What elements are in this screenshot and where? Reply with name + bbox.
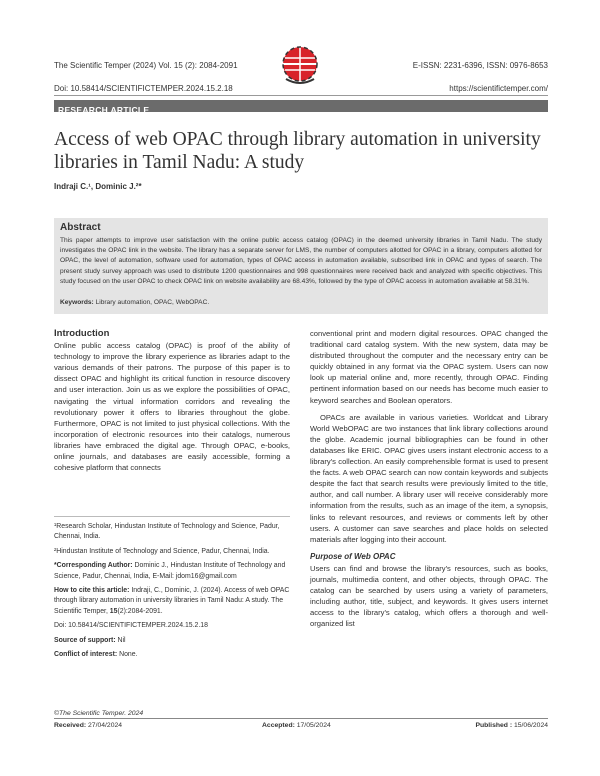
footnote-1: ¹Research Scholar, Hindustan Institute of Technology and Science, Padur, Chennai, India. bbox=[54, 523, 280, 541]
support-text: Nil bbox=[115, 636, 126, 644]
right-paragraph-1: conventional print and modern digital resources. OPAC changed the traditional card catalog system. With the new system, data may be distributed throughout the computer and the necessary entry can be quickly obtained in any format via the OPAC system. Users can now look up material online and, more recently, through OPAC. Finding pertinent information based on our needs has become much easier to keyword searches and Boolean operators. bbox=[310, 329, 548, 405]
section-label: RESEARCH ARTICLE bbox=[58, 105, 150, 115]
corresponding-label: *Corresponding Author: bbox=[54, 562, 133, 570]
journal-header-right bbox=[413, 60, 548, 95]
citation-tail: (2):2084-2091. bbox=[117, 607, 163, 615]
corresponding-text: Dominic J., Hindustan Institute of Technology and Science, Padur, Chennai, India, E-Mail: jdom16@gmail.com bbox=[54, 562, 286, 580]
published-label: Published : bbox=[475, 722, 513, 729]
section-band bbox=[54, 100, 548, 115]
footnotes bbox=[54, 522, 290, 664]
abstract-heading: Abstract bbox=[60, 222, 101, 233]
footnote-divider bbox=[54, 516, 290, 517]
accepted-label: Accepted: bbox=[262, 722, 295, 729]
doi-line: Doi: 10.58414/SCIENTIFICTEMPER.2024.15.2.18 bbox=[54, 84, 233, 93]
citation-text: Indraji, C., Dominic, J. (2024). Access of web OPAC through library automation in university libraries in Tamil Nadu: A study. The Scientific Temper, bbox=[54, 587, 290, 615]
citation-volume: 15 bbox=[109, 607, 118, 615]
introduction-heading: Introduction bbox=[54, 328, 110, 339]
conflict-label: Conflict of interest: bbox=[54, 651, 118, 659]
authors: Indraji C.¹, Dominic J.²* bbox=[54, 182, 142, 191]
article-title: Access of web OPAC through library automation in university libraries in Tamil Nadu: A study bbox=[54, 129, 541, 173]
right-paragraph-3: Users can find and browse the library's resources, such as books, journals, multimedia content, and other objects, through OPAC. The catalog can be searched by users using a variety of parameters, including author, title, subject, and keywords. It gives users internet access to the library's catalog, which offers a thorough and well-organized list bbox=[310, 563, 548, 629]
keywords-text: Library automation, OPAC, WebOPAC. bbox=[95, 299, 210, 306]
conflict-text: None. bbox=[117, 651, 138, 659]
left-column bbox=[54, 328, 290, 479]
header-divider bbox=[54, 95, 548, 96]
accepted-value: 17/05/2024 bbox=[294, 722, 331, 729]
published-value: 15/06/2024 bbox=[512, 722, 548, 729]
right-paragraph-2: OPACs are available in various varieties. Worldcat and Library World WebOPAC are two instances that link library collections around the globe. Academic journal bibliographies can be found in other databases like ERIC. OPAC gives users instant electronic access to a library's collection. An easily comprehensible format is used to present the facts. A web OPAC search can now contain keywords and subjects despite the fact that search results were previously limited to the title, author, and call number. A library user will receive considerably more information from the results, such as an image of the item, a synopsis, links to relevant resources, and reviews or comments left by other users. A customer can save searches and place holds on selected materials after logging into their account. bbox=[310, 412, 548, 544]
copyright: ©The Scientific Temper. 2024 bbox=[54, 710, 144, 717]
received-value: 27/04/2024 bbox=[86, 722, 123, 729]
support-label: Source of support: bbox=[54, 636, 116, 644]
right-column bbox=[310, 328, 548, 635]
abstract-box bbox=[54, 218, 548, 314]
conflict-of-interest bbox=[54, 650, 290, 660]
keywords-label: Keywords: bbox=[60, 299, 94, 306]
journal-url[interactable]: https://scientifictemper.com/ bbox=[449, 84, 548, 93]
keywords bbox=[60, 299, 209, 306]
journal-line: The Scientific Temper (2024) Vol. 15 (2): 2084-2091 bbox=[54, 61, 238, 70]
journal-header bbox=[54, 60, 238, 95]
received-date bbox=[54, 722, 122, 729]
accepted-date bbox=[262, 722, 331, 729]
citation bbox=[54, 586, 290, 617]
citation-label: How to cite this article: bbox=[54, 587, 130, 595]
source-of-support bbox=[54, 636, 290, 646]
journal-logo-icon bbox=[276, 40, 324, 88]
abstract-text: This paper attempts to improve user satisfaction with the online public access catalog (OPAC) in the deemed university libraries in Tamil Nadu. The study investigates the OPAC link in the website. The library has a separate server for LMS, the number of computers allotted for OPAC in a library, computers allotted for OPAC, the level of automation, software used for automation, types of OPAC access in automation available, subscribed link in OPAC and types of search. The present study survey approach was used to distribute 1200 questionnaires and 998 questionnaires were received back and analyzed with specific objectives. This study focused on the user OPAC to check OPAC link on website availability are 68.43%, followed by the type of OPAC access in automation available at 58.31%. bbox=[60, 237, 542, 285]
published-date bbox=[475, 722, 548, 729]
footnote-2: ²Hindustan Institute of Technology and Science, Padur, Chennai, India. bbox=[54, 547, 270, 555]
corresponding-author bbox=[54, 561, 290, 582]
issn-line: E-ISSN: 2231-6396, ISSN: 0976-8653 bbox=[412, 61, 548, 70]
received-label: Received: bbox=[54, 722, 87, 729]
footnote-doi: Doi: 10.58414/SCIENTIFICTEMPER.2024.15.2.18 bbox=[54, 622, 208, 630]
purpose-heading: Purpose of Web OPAC bbox=[310, 551, 396, 561]
introduction-paragraph: Online public access catalog (OPAC) is proof of the ability of technology to improve the library experience as libraries adapt to the various demands of their patrons. The purpose of this paper is to dissect OPAC and highlight its critical function in resource discovery and user interaction. Join us as we explore the possibilities of OPAC, navigating the virtual information corridors and revealing the revolutionary power it offers to libraries throughout the globe. Furthermore, OPAC is not limited to just physical collections. With the incorporation of electronic resources into their catalogs, numerous libraries have embraced the digital age. Through OPAC, e-books, online journals, and databases are easily accessible, forming a cohesive platform that connects bbox=[54, 341, 290, 473]
footer-divider bbox=[54, 718, 548, 719]
